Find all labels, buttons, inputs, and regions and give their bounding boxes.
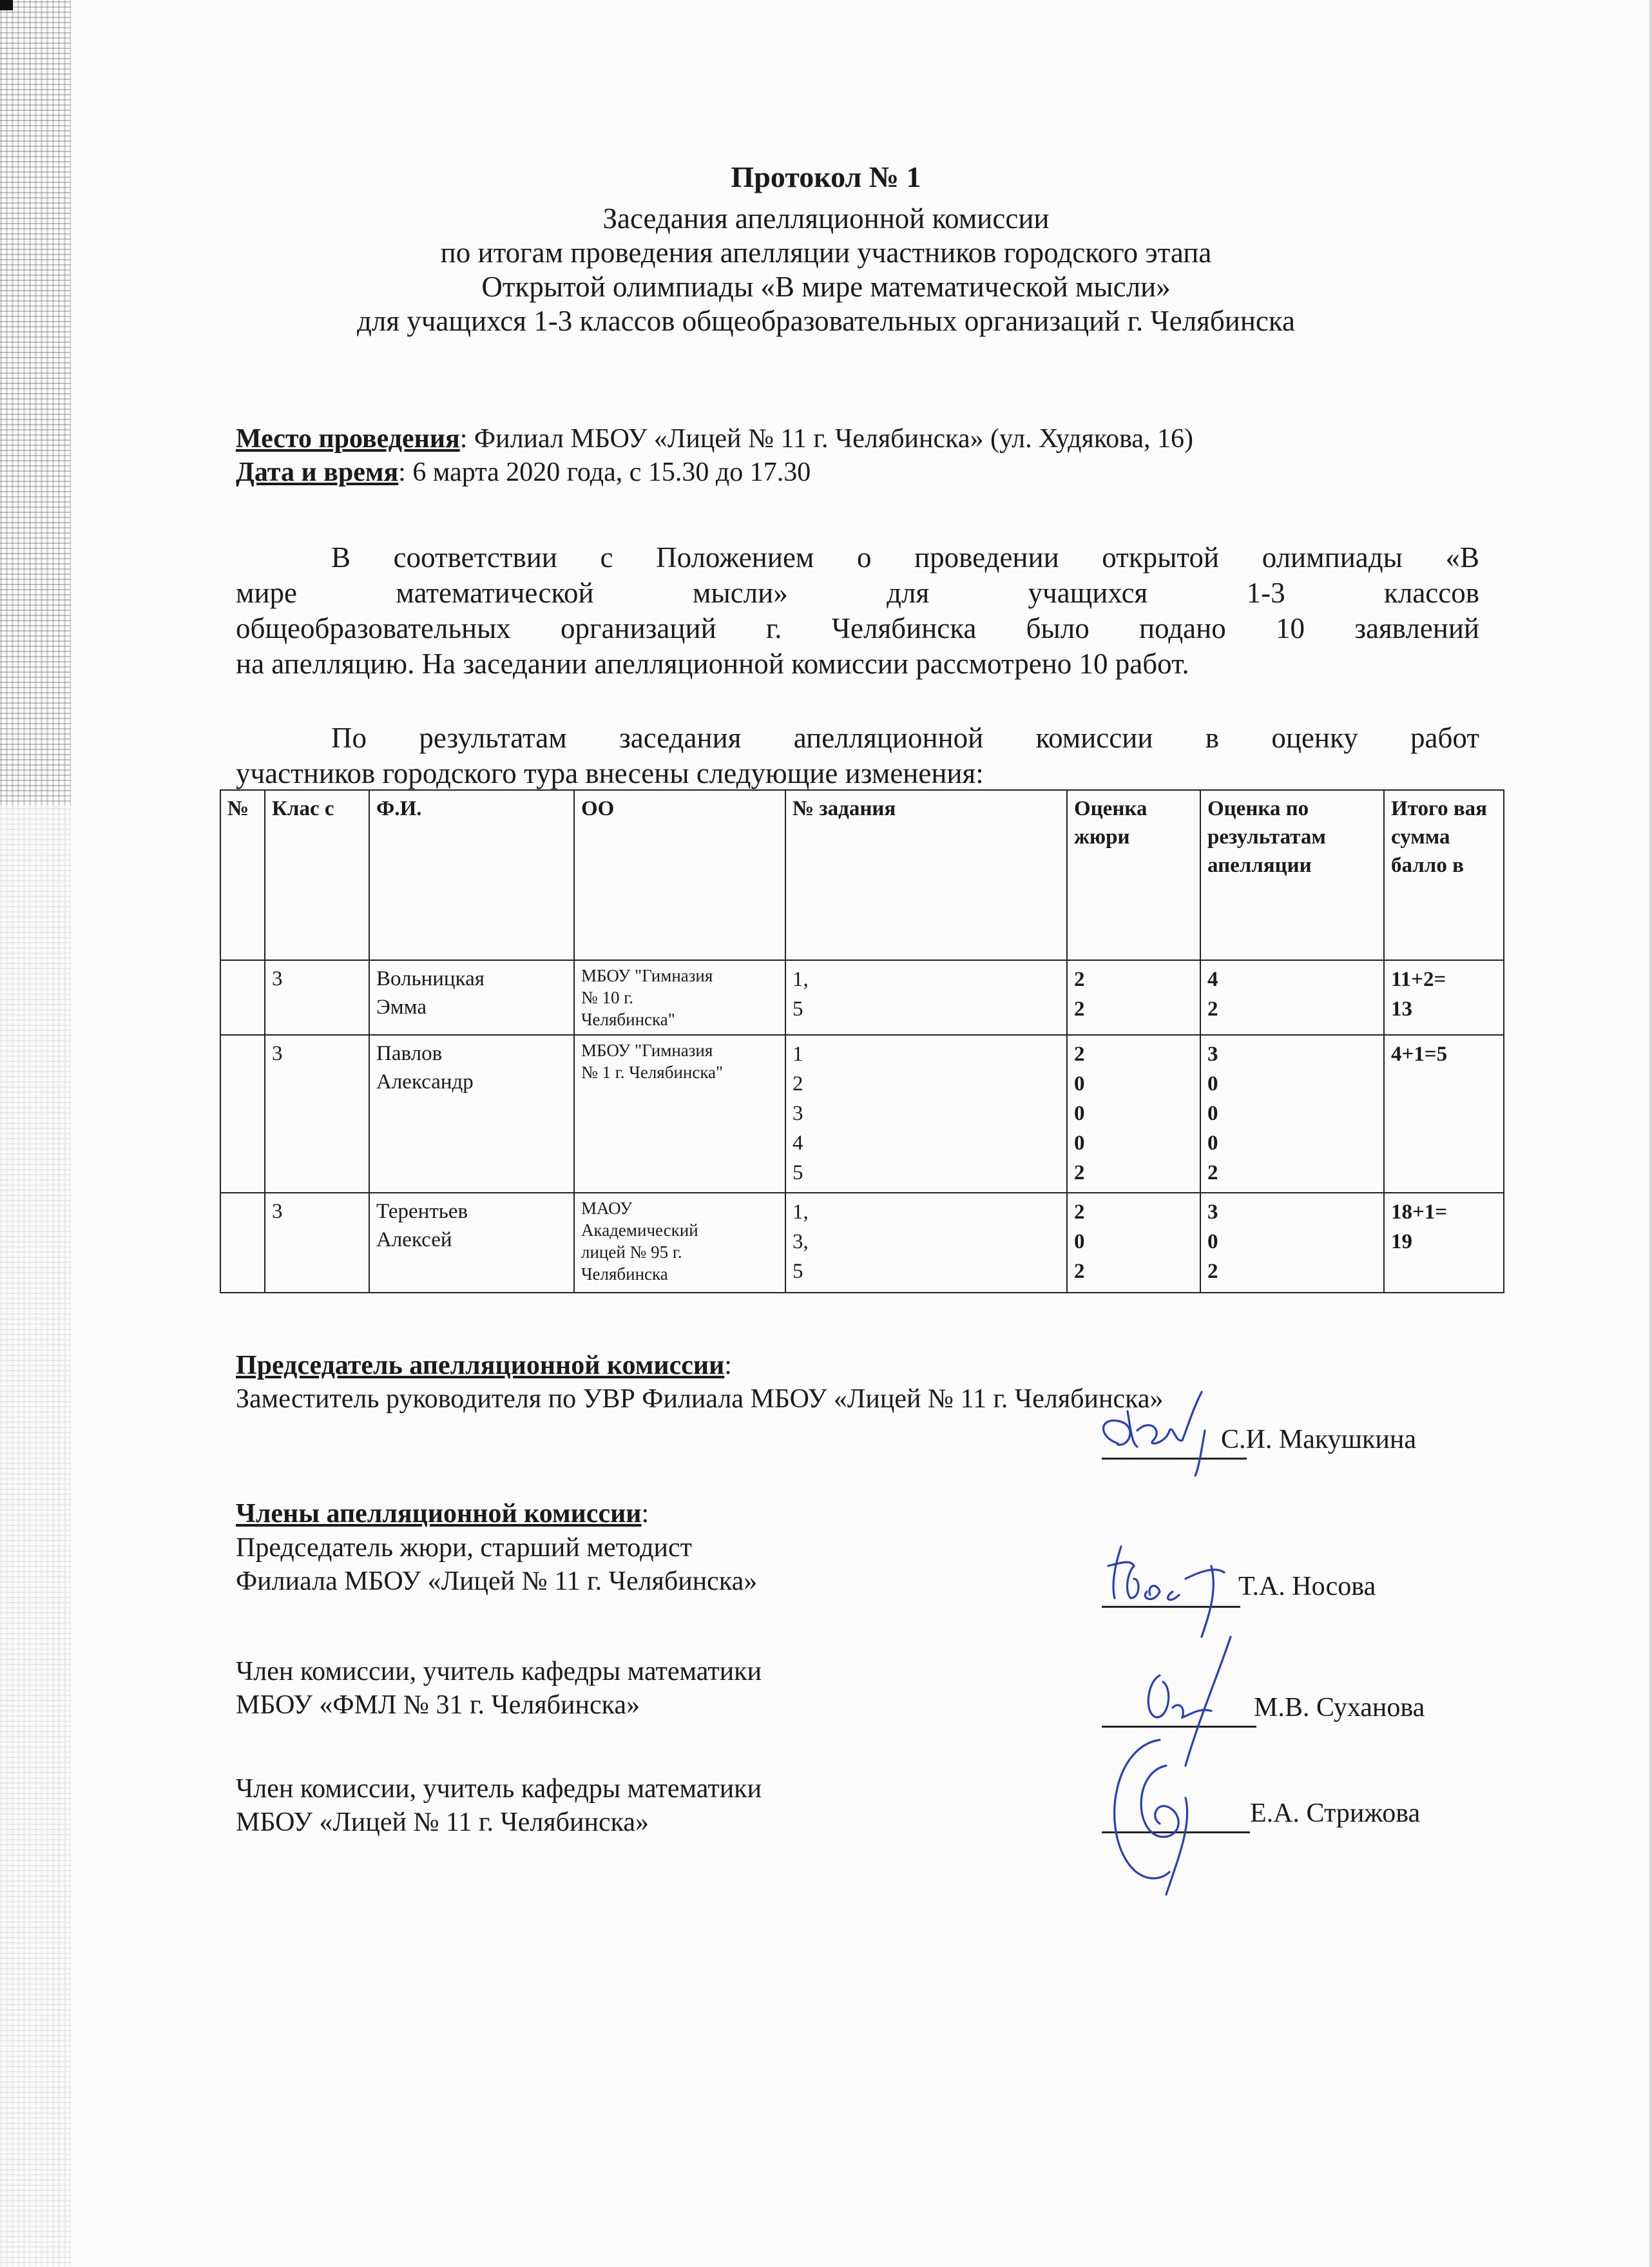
intro-paragraph [236, 540, 1479, 682]
members-heading-block: Члены апелляционной комиссии: [236, 1499, 649, 1529]
place-value: : Филиал МБОУ «Лицей № 11 г. Челябинска» (ул. Худякова, 16) [459, 424, 1193, 454]
document-subtitle [0, 202, 1652, 338]
subtitle-line: для учащихся 1-3 классов общеобразовательных организаций г. Челябинска [356, 305, 1296, 337]
cell-name: Вольницкая Эмма [369, 960, 574, 1035]
page-right-edge [1649, 0, 1652, 2267]
scan-margin-artifact-lower [0, 806, 71, 2267]
cell-school: МАОУ Академический лицей № 95 г. Челябинска [574, 1193, 785, 1293]
paragraph-line: мире математической мысли» для учащихся 1-3 классов [236, 577, 1479, 609]
meeting-meta [236, 422, 1193, 489]
member-name: Т.А. Носова [1238, 1572, 1376, 1601]
members-heading: Члены апелляционной комиссии [236, 1499, 642, 1529]
scan-margin-artifact [0, 0, 71, 806]
datetime-label: Дата и время [236, 458, 399, 487]
cell-tasks: 1, 3, 5 [785, 1193, 1067, 1293]
cell-jury-scores: 2 2 [1067, 960, 1200, 1035]
cell-appeal-scores: 4 2 [1200, 960, 1384, 1035]
col-header-name: Ф.И. [369, 790, 574, 960]
paragraph-line: на апелляцию. На заседании апелляционной комиссии рассмотрено 10 работ. [236, 648, 1189, 680]
chair-name: С.И. Макушкина [1221, 1425, 1416, 1454]
chair-role: Заместитель руководителя по УВР Филиала МБОУ «Лицей № 11 г. Челябинска» [236, 1384, 1164, 1414]
place-label: Место проведения [236, 424, 460, 454]
paragraph-line: В соответствии с Положением о проведении открытой олимпиады «В [331, 541, 1479, 574]
table-row [220, 1193, 1504, 1293]
chair-signature-icon [1092, 1385, 1260, 1476]
cell-grade: 3 [265, 1035, 369, 1193]
col-header-number: № [220, 790, 265, 960]
paragraph-line: участников городского тура внесены следующие изменения: [236, 757, 984, 789]
cell-name: Терентьев Алексей [369, 1193, 574, 1293]
datetime-value: : 6 марта 2020 года, с 15.30 до 17.30 [398, 458, 811, 487]
meeting-place [236, 422, 1193, 456]
cell-number [220, 1193, 265, 1293]
member-role: Председатель жюри, старший методист Филиала МБОУ «Лицей № 11 г. Челябинска» [236, 1533, 758, 1596]
member-name: М.В. Суханова [1254, 1693, 1425, 1722]
member-role: Член комиссии, учитель кафедры математики МБОУ «ФМЛ № 31 г. Челябинска» [236, 1657, 762, 1720]
chair-heading: Председатель апелляционной комиссии [236, 1351, 725, 1380]
col-header-total: Итого вая сумма балло в [1384, 790, 1504, 960]
member-name: Е.А. Стрижова [1250, 1799, 1421, 1828]
cell-appeal-scores: 3 0 2 [1200, 1193, 1384, 1293]
scan-corner-mark [0, 0, 13, 10]
cell-tasks: 1, 5 [785, 960, 1067, 1035]
col-header-grade: Клас с [265, 790, 369, 960]
table-header-row [220, 790, 1504, 960]
cell-grade: 3 [265, 960, 369, 1035]
col-header-appeal-score: Оценка по результатам апелляции [1200, 790, 1384, 960]
cell-grade: 3 [265, 1193, 369, 1293]
table-row [220, 960, 1504, 1035]
col-header-task-number: № задания [785, 790, 1067, 960]
subtitle-line: Заседания апелляционной комиссии [602, 202, 1050, 235]
member-role: Член комиссии, учитель кафедры математики МБОУ «Лицей № 11 г. Челябинска» [236, 1774, 762, 1837]
subtitle-line: Открытой олимпиады «В мире математической мысли» [481, 271, 1171, 303]
member-signature-icon [1089, 1727, 1256, 1895]
cell-school: МБОУ "Гимназия № 10 г. Челябинска" [574, 960, 785, 1035]
subtitle-line: по итогам проведения апелляции участников городского этапа [440, 236, 1212, 269]
cell-jury-scores: 2 0 0 0 2 [1067, 1035, 1200, 1193]
cell-tasks: 1 2 3 4 5 [785, 1035, 1067, 1193]
document-title: Протокол № 1 [731, 160, 921, 193]
cell-appeal-scores: 3 0 0 0 2 [1200, 1035, 1384, 1193]
cell-number [220, 960, 265, 1035]
appeal-results-table [220, 789, 1504, 1293]
col-header-jury-score: Оценка жюри [1067, 790, 1200, 960]
cell-total: 18+1= 19 [1384, 1193, 1504, 1293]
cell-total: 11+2= 13 [1384, 960, 1504, 1035]
cell-name: Павлов Александр [369, 1035, 574, 1193]
cell-number [220, 1035, 265, 1193]
paragraph-line: общеобразовательных организаций г. Челябинска было подано 10 заявлений [236, 612, 1479, 644]
meeting-datetime [236, 456, 1193, 489]
chair-block: Председатель апелляционной комиссии: Заместитель руководителя по УВР Филиала МБОУ «Лицей № 11 г. Челябинска» [236, 1349, 1164, 1416]
cell-jury-scores: 2 0 2 [1067, 1193, 1200, 1293]
cell-total: 4+1=5 [1384, 1035, 1504, 1193]
member-signature-icon [1095, 1527, 1263, 1637]
results-paragraph [236, 720, 1479, 791]
table-row [220, 1035, 1504, 1193]
cell-school: МБОУ "Гимназия № 1 г. Челябинска" [574, 1035, 785, 1193]
paragraph-line: По результатам заседания апелляционной комиссии в оценку работ [331, 722, 1479, 754]
col-header-school: ОО [574, 790, 785, 960]
